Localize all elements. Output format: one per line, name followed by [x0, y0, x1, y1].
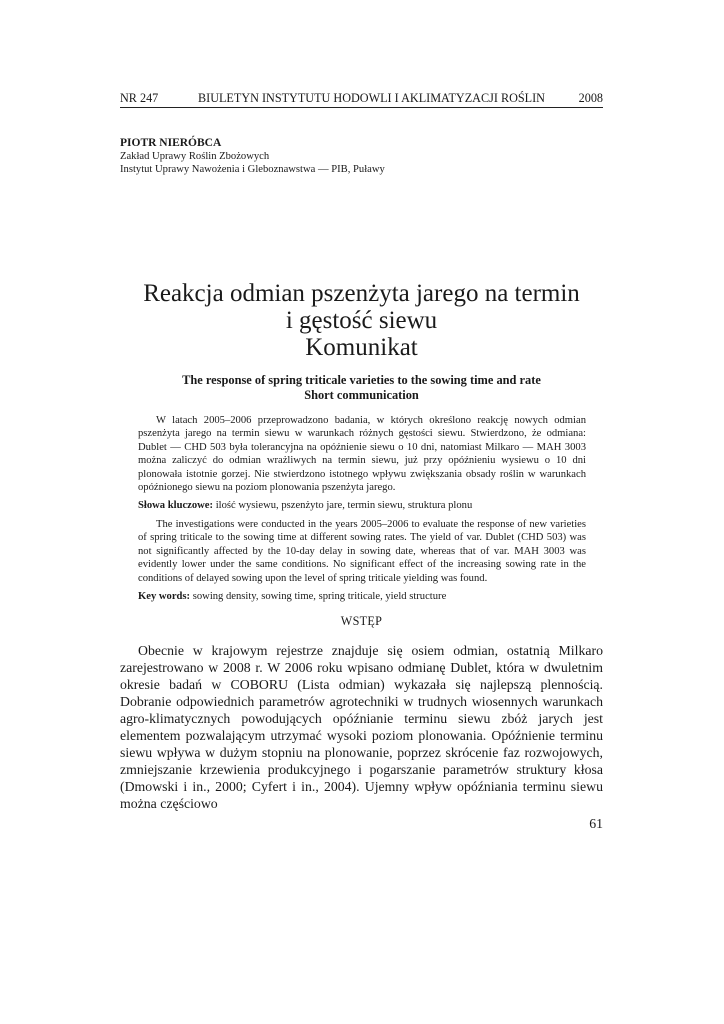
keywords-english: [138, 590, 586, 603]
keywords-polish: [138, 499, 586, 512]
title-line-3: Komunikat: [305, 334, 418, 361]
section-heading: WSTĘP: [340, 614, 383, 628]
keywords-polish-text: ilość wysiewu, pszenżyto jare, termin siewu, struktura plonu: [215, 500, 473, 511]
keywords-english-label: Key words:: [138, 591, 191, 602]
body-paragraph: Obecnie w krajowym rejestrze znajduje się osiem odmian, ostatnią Milkaro zarejestrowano w 2008 r. W 2006 roku wpisano odmianę Dublet, która w dwuletnim okresie badań w COBORU (Lista odmian) wykazała się najlepszą plennością. Dobranie odpowiednich parametrów agrotechniki w trudnych wiosennych warunkach agro-klimatycznych powodujących opóźnianie terminu siewu zbóż jarych jest elementem pozwalającym utrzymać wysoki poziom plonowania. Opóźnienie terminu siewu wpływa w dużym stopniu na plonowanie, poprzez skrócenie faz rozwojowych, zmniejszanie krzewienia produkcyjnego i pogarszanie parametrów struktury kłosa (Dmowski i in., 2000; Cyfert i in., 2004). Ujemny wpływ opóźniania terminu siewu można częściowo: [120, 643, 603, 811]
author-affiliation-2: Instytut Uprawy Nawożenia i Gleboznawstwa — PIB, Puławy: [120, 164, 385, 175]
page-number: 61: [589, 816, 603, 831]
abstract-polish: [138, 414, 586, 494]
abstract-english-text: The investigations were conducted in the years 2005–2006 to evaluate the response of new varieties of spring triticale to the sowing time at different sowing rates. The yield of var. Dublet (CHD 503) was not significantly affected by the 10-day delay in sowing date, whereas that of var. MAH 3003 was evidently lower under the same conditions. No significant effect of the increasing sowing rate in the conditions of delayed sowing upon the level of spring triticale yielding was found.: [138, 519, 586, 584]
journal-title: BIULETYN INSTYTUTU HODOWLI I AKLIMATYZACJI ROŚLIN: [198, 91, 545, 105]
author-affiliation-1: Zakład Uprawy Roślin Zbożowych: [120, 151, 270, 162]
issue-number: NR 247: [120, 91, 159, 105]
body-text: [120, 642, 603, 812]
keywords-english-text: sowing density, sowing time, spring triticale, yield structure: [192, 591, 447, 602]
header-divider: [120, 107, 603, 108]
running-header: [120, 90, 603, 106]
title-line-2: i gęstość siewu: [285, 307, 438, 334]
english-title-line-2: Short communication: [304, 388, 419, 402]
publication-year: 2008: [578, 91, 603, 105]
english-title-line-1: The response of spring triticale varieties to the sowing time and rate: [182, 373, 541, 387]
keywords-polish-label: Słowa kluczowe:: [138, 500, 214, 511]
abstract-english: [138, 518, 586, 585]
abstract-polish-text: W latach 2005–2006 przeprowadzono badania, w których określono reakcję nowych odmian pszenżyta jarego na termin siewu w warunkach różnych gęstości siewu. Stwierdzono, że odmiana: Dublet — CHD 503 była tolerancyjna na opóźnienie siewu o 10 dni, natomiast Milkaro — MAH 3003 można zaliczyć do odmian wrażliwych na termin siewu, już przy opóźnieniu wysiewu o 10 dni plonowała istotnie gorzej. Nie stwierdzono istotnego wpływu zwiększania obsady roślin w warunkach opóźnionego siewu na poziom plonowania pszenżyta jarego.: [138, 415, 586, 494]
title-line-1: Reakcja odmian pszenżyta jarego na termin: [143, 280, 580, 307]
author-name: PIOTR NIERÓBCA: [120, 137, 222, 149]
